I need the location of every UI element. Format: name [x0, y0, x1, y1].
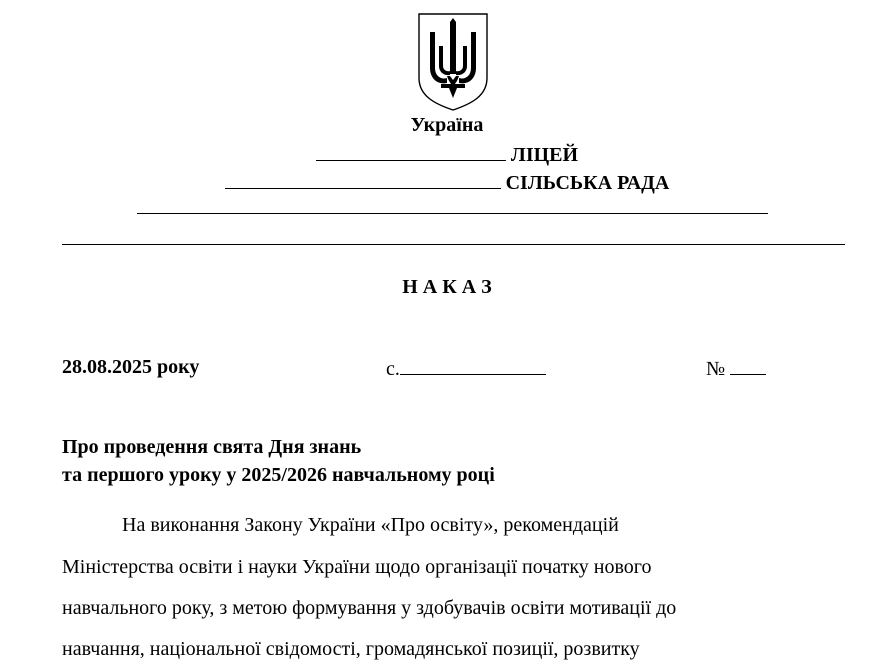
document-date: 28.08.2025 року: [62, 356, 200, 378]
country-name: Україна: [410, 114, 484, 136]
coat-of-arms-icon: [417, 12, 489, 112]
header-rule-long: [62, 244, 845, 245]
body-line: навчального року, з метою формування у здобувачів освіти мотивації до: [62, 597, 677, 619]
number-field: [706, 356, 766, 381]
body-line: навчання, національної свідомості, громадянської позиції, розвитку: [62, 638, 640, 660]
council-label: СІЛЬСЬКА РАДА: [505, 172, 670, 194]
heading-line-2: та першого уроку у 2025/2026 навчальному році: [62, 464, 495, 486]
council-line: [0, 170, 894, 195]
school-label: ЛІЦЕЙ: [510, 144, 579, 166]
number-blank: [730, 356, 766, 375]
place-blank: [400, 356, 546, 375]
body-line: Міністерства освіти і науки України щодо організації початку нового: [62, 556, 652, 578]
document-title: Н А К А З: [402, 276, 492, 298]
body-line: На виконання Закону України «Про освіту», рекомендацій: [122, 514, 619, 536]
council-blank: [225, 170, 501, 189]
place-field: [386, 356, 546, 381]
school-blank: [316, 142, 506, 161]
school-line: [0, 142, 894, 167]
header-rule-short: [137, 213, 768, 214]
heading-line-1: Про проведення свята Дня знань: [62, 436, 362, 458]
place-prefix: с.: [386, 358, 400, 380]
number-prefix: №: [706, 358, 726, 380]
